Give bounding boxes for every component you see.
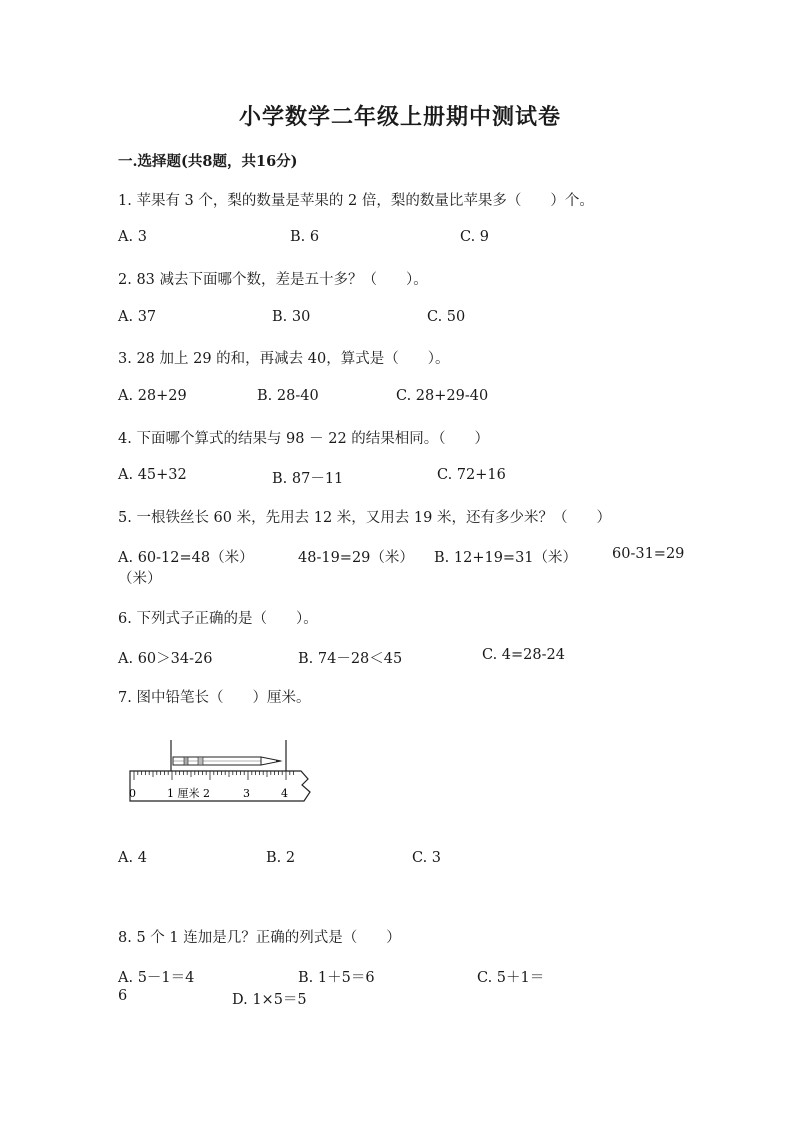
- q3-option-c[interactable]: C. 28+29-40: [396, 388, 489, 404]
- q4-option-b[interactable]: B. 87－11: [272, 471, 344, 487]
- ruler-label-3: 3: [243, 787, 250, 800]
- question-5: 5. 一根铁丝长 60 米，先用去 12 米，又用去 19 米，还有多少米？（ ）: [118, 510, 611, 526]
- q8-option-b[interactable]: B. 1＋5＝6: [298, 970, 375, 986]
- q7-option-c[interactable]: C. 3: [412, 850, 442, 866]
- ruler-label-0: 0: [129, 787, 136, 800]
- q4-option-c[interactable]: C. 72+16: [437, 467, 506, 483]
- q4-option-a[interactable]: A. 45+32: [118, 467, 187, 483]
- ruler-pencil-figure: [126, 735, 326, 810]
- q7-option-a[interactable]: A. 4: [118, 850, 147, 866]
- q2-option-c[interactable]: C. 50: [427, 309, 466, 325]
- page-title: 小学数学二年级上册期中测试卷: [238, 104, 561, 130]
- q1-option-b[interactable]: B. 6: [290, 229, 320, 245]
- pencil-icon: [173, 757, 283, 765]
- q5-option-a[interactable]: A. 60-12=48（米）: [118, 550, 254, 566]
- ruler-label-4: 4: [281, 787, 288, 800]
- q6-option-b[interactable]: B. 74－28＜45: [298, 651, 403, 667]
- q8-option-a[interactable]: A. 5－1＝4: [118, 970, 195, 986]
- q8-option-d[interactable]: D. 1×5＝5: [232, 992, 307, 1008]
- section-heading: 一.选择题(共8题，共16分): [118, 153, 298, 170]
- question-7: 7. 图中铅笔长（ ）厘米。: [118, 690, 311, 706]
- ruler-label-1: 1 厘米 2: [167, 787, 210, 800]
- q2-option-b[interactable]: B. 30: [272, 309, 311, 325]
- question-4: 4. 下面哪个算式的结果与 98 － 22 的结果相同。（ ）: [118, 431, 490, 447]
- q5-option-b-step2: 60-31=29: [612, 546, 685, 562]
- ruler-pencil-svg: [126, 735, 326, 810]
- q2-option-a[interactable]: A. 37: [118, 309, 157, 325]
- q1-option-a[interactable]: A. 3: [118, 229, 147, 245]
- q3-option-a[interactable]: A. 28+29: [118, 388, 187, 404]
- q8-option-c[interactable]: C. 5＋1＝: [477, 970, 545, 986]
- q1-option-c[interactable]: C. 9: [460, 229, 490, 245]
- q6-option-a[interactable]: A. 60＞34-26: [118, 651, 213, 667]
- q5-option-a-step2: 48-19=29（米）: [298, 550, 414, 566]
- question-1: 1. 苹果有 3 个，梨的数量是苹果的 2 倍，梨的数量比苹果多（ ）个。: [118, 193, 594, 209]
- q7-option-b[interactable]: B. 2: [266, 850, 296, 866]
- question-3: 3. 28 加上 29 的和，再减去 40，算式是（ ）。: [118, 351, 450, 367]
- question-2: 2. 83 减去下面哪个数，差是五十多？（ ）。: [118, 272, 428, 288]
- question-6: 6. 下列式子正确的是（ ）。: [118, 611, 318, 627]
- q8-option-c-result: 6: [118, 988, 128, 1004]
- question-8: 8. 5 个 1 连加是几？正确的列式是（ ）: [118, 930, 401, 946]
- q3-option-b[interactable]: B. 28-40: [257, 388, 319, 404]
- q5-option-b-unit: （米）: [118, 571, 162, 587]
- q6-option-c[interactable]: C. 4=28-24: [482, 647, 565, 663]
- q5-option-b[interactable]: B. 12+19=31（米）: [434, 550, 578, 566]
